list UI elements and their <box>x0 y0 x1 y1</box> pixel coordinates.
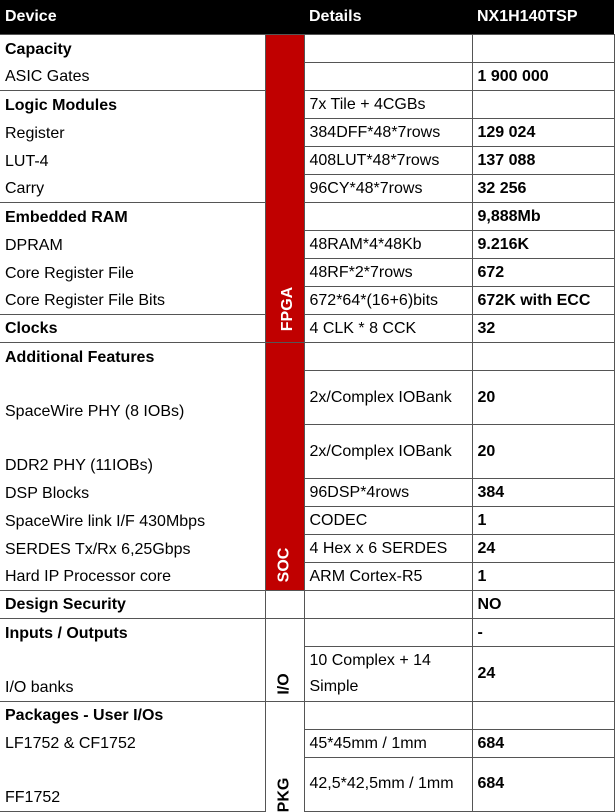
row-details: 384DFF*48*7rows <box>304 119 472 147</box>
row-design-security <box>0 591 614 619</box>
row-label: Additional Features <box>0 343 265 371</box>
row-details <box>304 591 472 619</box>
row-label: Design Security <box>0 591 265 619</box>
row-value: 672 <box>472 259 614 287</box>
row-value: 1 900 000 <box>472 63 614 91</box>
row-label: Core Register File Bits <box>5 292 166 309</box>
row-details: CODEC <box>304 507 472 535</box>
row-label: I/O banks <box>5 678 74 696</box>
row-label: SERDES Tx/Rx 6,25Gbps <box>5 540 191 558</box>
band-io <box>265 619 304 702</box>
row-details: 4 CLK * 8 CCK <box>304 315 472 343</box>
band-fpga-label: FPGA <box>278 286 296 332</box>
row-lf1752 <box>0 729 614 757</box>
row-details <box>304 63 472 91</box>
row-serdes <box>0 535 614 563</box>
row-details: 7x Tile + 4CGBs <box>304 91 472 119</box>
row-label: ASIC Gates <box>5 68 90 85</box>
row-details <box>304 203 472 231</box>
row-details: ARM Cortex-R5 <box>304 563 472 591</box>
row-label: LUT-4 <box>5 152 49 170</box>
band-security-spacer <box>265 591 304 619</box>
row-value: 684 <box>472 757 614 812</box>
row-label: SpaceWire PHY (8 IOBs) <box>5 402 185 420</box>
header-band-spacer <box>265 0 304 35</box>
row-value: 137 088 <box>472 147 614 175</box>
row-value: 24 <box>472 535 614 563</box>
row-inputs-outputs <box>0 619 614 647</box>
row-value: 129 024 <box>472 119 614 147</box>
row-label: Register <box>5 124 65 142</box>
row-label: Inputs / Outputs <box>0 619 265 647</box>
row-details: 672*64*(16+6)bits <box>304 287 472 315</box>
band-pkg <box>265 701 304 812</box>
row-value: 384 <box>472 479 614 507</box>
row-dpram <box>0 231 614 259</box>
row-details: 10 Complex + 14 Simple <box>304 647 472 702</box>
row-label: Carry <box>5 180 45 197</box>
row-embedded-ram <box>0 203 614 231</box>
row-logic-modules <box>0 91 614 119</box>
row-value: 20 <box>472 371 614 425</box>
row-clocks <box>0 315 614 343</box>
row-label: DSP Blocks <box>5 484 90 502</box>
row-capacity <box>0 35 614 63</box>
row-value <box>472 343 614 371</box>
row-value <box>472 35 614 63</box>
row-label: FF1752 <box>0 757 265 812</box>
row-details <box>304 343 472 371</box>
row-value: 684 <box>472 729 614 757</box>
row-dsp-blocks <box>0 479 614 507</box>
row-value <box>472 91 614 119</box>
row-value: 1 <box>472 507 614 535</box>
row-details: 45*45mm / 1mm <box>304 729 472 757</box>
band-fpga <box>265 35 304 343</box>
row-label: DPRAM <box>5 236 63 254</box>
row-details: 2x/Complex IOBank <box>304 425 472 479</box>
row-details: 48RAM*4*48Kb <box>304 231 472 259</box>
header-device: Device <box>0 0 265 35</box>
header-part-number: NX1H140TSP <box>472 0 614 35</box>
row-details <box>304 619 472 647</box>
row-packages <box>0 701 614 729</box>
row-value <box>472 701 614 729</box>
row-spacewire-link <box>0 507 614 535</box>
row-label: Embedded RAM <box>0 203 265 231</box>
row-details: 2x/Complex IOBank <box>304 371 472 425</box>
row-lut4 <box>0 147 614 175</box>
row-label: Capacity <box>0 35 265 63</box>
row-details: 408LUT*48*7rows <box>304 147 472 175</box>
row-details <box>304 701 472 729</box>
row-carry <box>0 175 614 203</box>
row-asic-gates <box>0 63 614 91</box>
row-additional-features <box>0 343 614 371</box>
row-label: Hard IP Processor core <box>5 568 171 585</box>
row-value: 9.216K <box>472 231 614 259</box>
row-ff1752 <box>0 757 614 812</box>
row-spacewire-phy <box>0 371 614 425</box>
row-label: Core Register File <box>5 264 134 282</box>
row-value: 32 256 <box>472 175 614 203</box>
row-core-register-file-bits <box>0 287 614 315</box>
row-label: Logic Modules <box>0 91 265 119</box>
header-row <box>0 0 614 35</box>
row-value: 24 <box>472 647 614 702</box>
row-label: DDR2 PHY (11IOBs) <box>5 456 153 474</box>
row-value: 672K with ECC <box>472 287 614 315</box>
band-soc-label: SOC <box>275 547 293 583</box>
band-soc <box>265 343 304 591</box>
row-details: 4 Hex x 6 SERDES <box>304 535 472 563</box>
row-label: SpaceWire link I/F 430Mbps <box>5 512 206 530</box>
row-value: 9,888Mb <box>472 203 614 231</box>
row-value: - <box>472 619 614 647</box>
row-details: 48RF*2*7rows <box>304 259 472 287</box>
row-core-register-file <box>0 259 614 287</box>
header-details: Details <box>304 0 472 35</box>
row-value: 1 <box>472 563 614 591</box>
row-io-banks <box>0 647 614 702</box>
row-register <box>0 119 614 147</box>
row-ddr2-phy <box>0 425 614 479</box>
band-io-label: I/O <box>275 672 293 695</box>
row-value: 20 <box>472 425 614 479</box>
row-details: 96CY*48*7rows <box>304 175 472 203</box>
row-label: LF1752 & CF1752 <box>5 735 136 752</box>
row-value: NO <box>472 591 614 619</box>
row-details: 42,5*42,5mm / 1mm <box>304 757 472 812</box>
row-hard-ip <box>0 563 614 591</box>
row-label: Clocks <box>0 315 265 343</box>
band-pkg-label: PKG <box>275 777 293 812</box>
row-value: 32 <box>472 315 614 343</box>
row-details: 96DSP*4rows <box>304 479 472 507</box>
row-details <box>304 35 472 63</box>
row-label: Packages - User I/Os <box>0 701 265 729</box>
